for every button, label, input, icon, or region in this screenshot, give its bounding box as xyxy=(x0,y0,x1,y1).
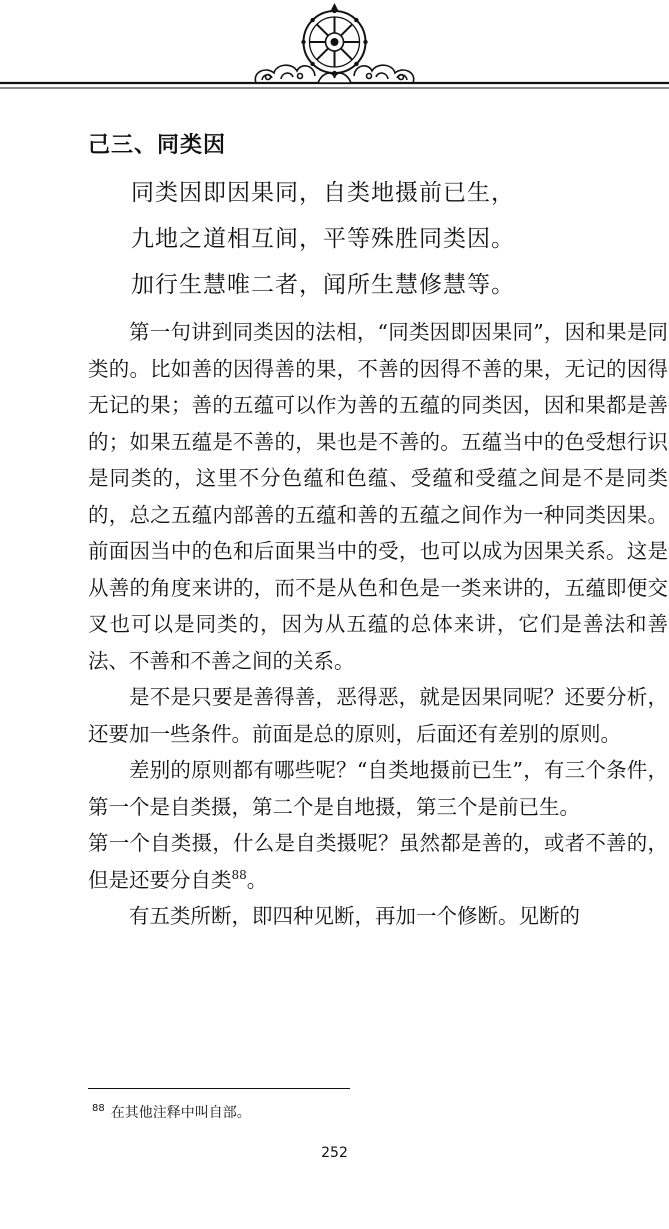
footnote-divider xyxy=(88,1088,350,1089)
paragraph xyxy=(88,825,668,898)
section-title: 己三、同类因 xyxy=(88,133,227,158)
paragraph: 第一句讲到同类因的法相，“同类因即因果同”，因和果是同类的。比如善的因得善的果，不善的因得不善的果，无记的因得无记的果；善的五蕴可以作为善的五蕴的同类因，因和果都是善的；如果五蕴是不善的，果也是不善的。五蕴当中的色受想行识是同类的，这里不分色蕴和色蕴、受蕴和受蕴之间是不是同类的，总之五蕴内部善的五蕴和善的五蕴之间作为一种同类因果。前面因当中的色和后面果当中的受，也可以成为因果关系。这是从善的角度来讲的，而不是从色和色是一类来讲的，五蕴即便交叉也可以是同类的，因为从五蕴的总体来讲，它们是善法和善法、不善和不善之间的关系。 xyxy=(88,320,668,673)
footnote-text: 在其他注释中叫自部。 xyxy=(110,1105,251,1121)
header-ornament xyxy=(0,0,669,100)
footnote xyxy=(92,1102,251,1122)
paragraph-text: 第一个自类摄，什么是自类摄呢？虽然都是善的，或者不善的，但是还要分自类 xyxy=(88,831,668,892)
paragraph-end-punct: 。 xyxy=(246,867,268,892)
body-text xyxy=(88,314,668,935)
paragraph: 差别的原则都有哪些呢？“自类地摄前已生”，有三个条件，第一个是自类摄，第二个是自地摄，第三个是前已生。 xyxy=(88,758,668,819)
paragraph: 有五类所断，即四种见断，再加一个修断。见断的 xyxy=(129,904,580,928)
verse-line: 加行生慧唯二者，闻所生慧修慧等。 xyxy=(131,272,515,298)
footnote-reference[interactable]: 88 xyxy=(231,867,247,882)
dharma-wheel-icon xyxy=(301,3,367,75)
page-number: 252 xyxy=(321,1145,348,1161)
verse-line: 同类因即因果同，自类地摄前已生， xyxy=(131,180,515,206)
verse-line: 九地之道相互间，平等殊胜同类因。 xyxy=(131,226,515,252)
paragraph: 是不是只要是善得善，恶得恶，就是因果同呢？还要分析，还要加一些条件。前面是总的原则，后面还有差别的原则。 xyxy=(88,685,668,746)
footnote-marker: 88 xyxy=(92,1103,105,1115)
